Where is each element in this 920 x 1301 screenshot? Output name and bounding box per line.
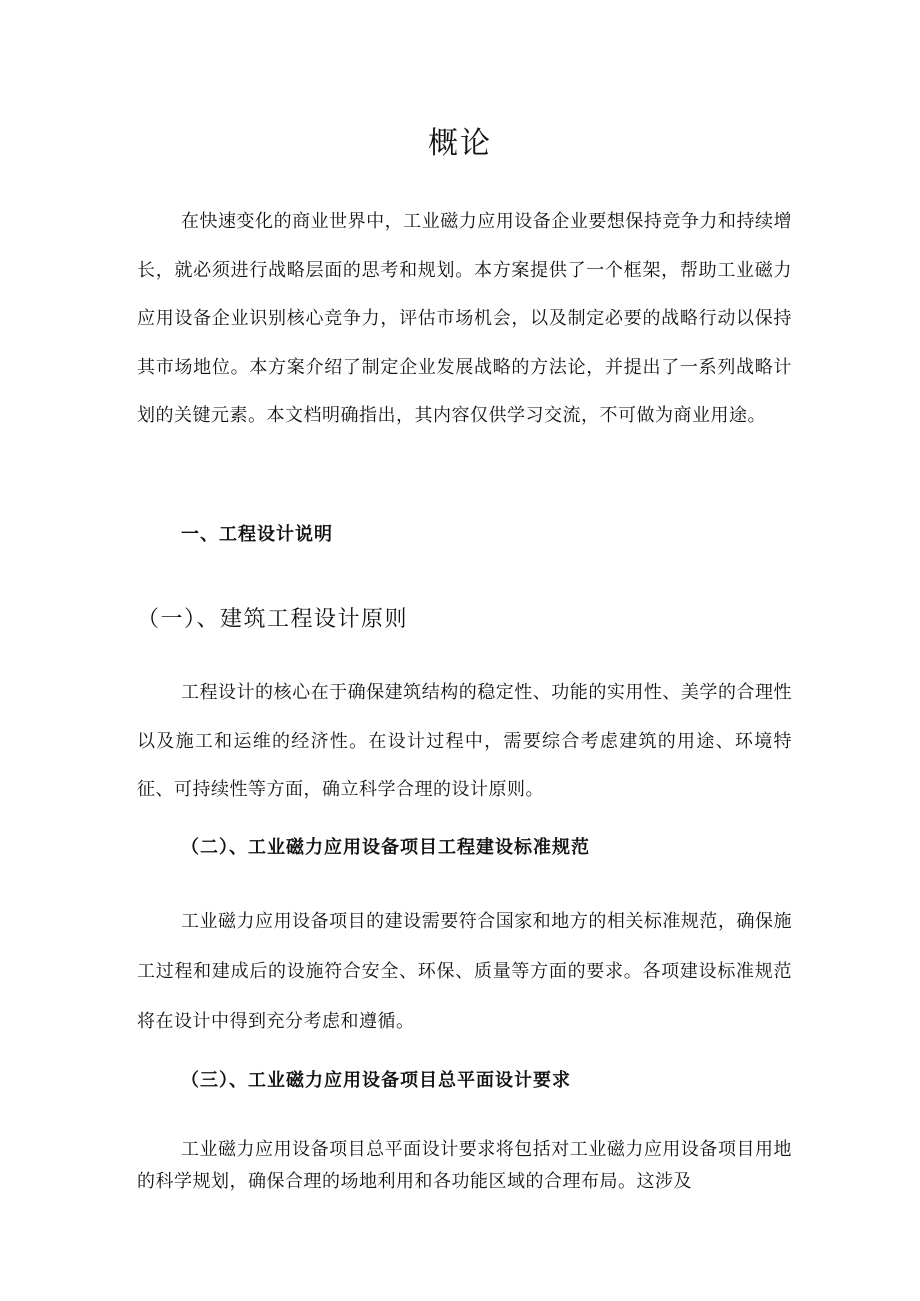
subsection-body-architecture-principles: 工程设计的核心在于确保建筑结构的稳定性、功能的实用性、美学的合理性以及施工和运维的经济性。在设计过程中，需要综合考虑建筑的用途、环境特征、可持续性等方面，确立科学合理的设计原则。 [137,682,792,800]
subsection-heading-construction-standards: （二）、工业磁力应用设备项目工程建设标准规范 [181,837,590,858]
intro-paragraph: 在快速变化的商业世界中，工业磁力应用设备企业要想保持竞争力和持续增长，就必须进行战略层面的思考和规划。本方案提供了一个框架，帮助工业磁力应用设备企业识别核心竞争力，评估市场机会，以及制定必要的战略行动以保持其市场地位。本方案介绍了制定企业发展战略的方法论，并提出了一系列战略计划的关键元素。本文档明确指出，其内容仅供学习交流，不可做为商业用途。 [137,211,792,426]
subsection-heading-site-plan-requirements: （三）、工业磁力应用设备项目总平面设计要求 [181,1070,571,1091]
page-title: 概论 [428,126,492,161]
subsection-body-construction-standards: 工业磁力应用设备项目的建设需要符合国家和地方的相关标准规范，确保施工过程和建成后的设施符合安全、环保、质量等方面的要求。各项建设标准规范将在设计中得到充分考虑和遵循。 [137,911,792,1032]
section-heading-engineering-design: 一、工程设计说明 [181,524,333,545]
subsection-body-site-plan-requirements: 工业磁力应用设备项目总平面设计要求将包括对工业磁力应用设备项目用地的科学规划，确保合理的场地利用和各功能区域的合理布局。这涉及 [137,1139,792,1192]
subsection-heading-architecture-principles: （一）、建筑工程设计原则 [137,607,409,632]
